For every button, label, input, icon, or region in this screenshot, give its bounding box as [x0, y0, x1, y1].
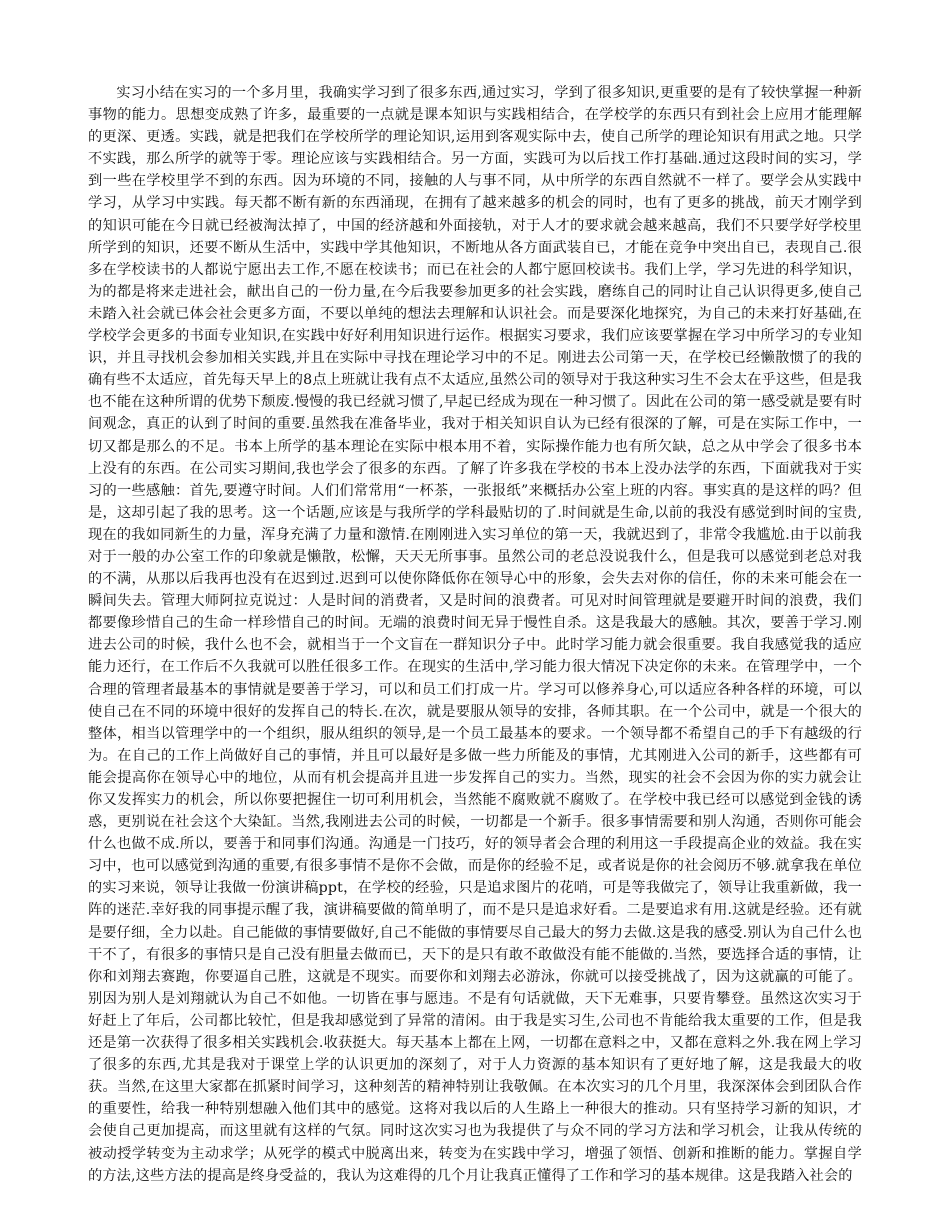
body-paragraph: 实习小结在实习的一个多月里，我确实学习到了很多东西,通过实习，学到了很多知识,更重要的是有了较快掌握一种新事物的能力。思想变成熟了许多，最重要的一点就是课本知识与实践相结合，在学校学的东西只有到社会上应用才能理解的更深、更透。实践，就是把我们在学校所学的理论知识,运用到客观实际中去，使自己所学的理论知识有用武之地。只学不实践，那么所学的就等于零。理论应该与实践相结合。另一方面，实践可为以后找工作打基础.通过这段时间的实习，学到一些在学校里学不到的东西。因为环境的不同，接触的人与事不同，从中所学的东西自然就不一样了。要学会从实践中学习，从学习中实践。每天都不断有新的东西涌现，在拥有了越来越多的机会的同时，也有了更多的挑战，前天才刚学到的知识可能在今日就已经被淘汰掉了，中国的经济越和外面接轨，对于人才的要求就会越来越高，我们不只要学好学校里所学到的知识，还要不断从生活中，实践中学其他知识，不断地从各方面武装自已，才能在竞争中突出自已，表现自己.很多在学校读书的人都说宁愿出去工作,不愿在校读书；而已在社会的人都宁愿回校读书。我们上学，学习先进的科学知识，为的都是将来走进社会，献出自己的一份力量,在今后我要参加更多的社会实践，磨练自己的同时让自己认识得更多,使自己未踏入社会就已体会社会更多方面，不要以单纯的想法去理解和认识社会。而是要深化地探究，为自己的未来打好基础,在学校学会更多的书面专业知识,在实践中好好利用知识进行运作。根据实习要求，我们应该要掌握在学习中所学习的专业知识，并且寻找机会参加相关实践,并且在实际中寻找在理论学习中的不足。刚进去公司第一天，在学校已经懒散惯了的我的确有些不太适应，首先每天早上的8点上班就让我有点不太适应,虽然公司的领导对于我这种实习生不会太在乎这些，但是我也不能在这种所谓的优势下颓废.慢慢的我已经就习惯了,早起已经成为现在一种习惯了。因此在公司的第一感受就是要有时间观念，真正的认到了时间的重要.虽然我在准备毕业，我对于相关知识自认为已经有很深的了解，可是在实际工作中，一切又都是那么的不足。书本上所学的基本理论在实际中根本用不着，实际操作能力也有所欠缺，总之从中学会了很多书本上没有的东西。在公司实习期间,我也学会了很多的东西。了解了许多我在学校的书本上没办法学的东西，下面就我对于实习的一些感触：首先,要遵守时间。人们们常常用“一杯茶，一张报纸”来概括办公室上班的内容。事实真的是这样的吗？但是，这却引起了我的思考。这一个话题,应该是与我所学的学科最贴切的了.时间就是生命,以前的我没有感觉到时间的宝贵,现在的我如同新生的力量，浑身充满了力量和激情.在刚刚进入实习单位的第一天，我就迟到了，非常令我尴尬.由于以前我对于一般的办公室工作的印象就是懒散，松懈，天天无所事事。虽然公司的老总没说我什么，但是我可以感觉到老总对我的不满，从那以后我再也没有在迟到过.迟到可以使你降低你在领导心中的形象，会失去对你的信任，你的未来可能会在一瞬间失去。管理大师阿拉克说过：人是时间的消费者，又是时间的浪费者。可见对时间管理就是要避开时间的浪费，我们都要像珍惜自己的生命一样珍惜自己的时间。无端的浪费时间无异于慢性自杀。这是我最大的感触。其次，要善于学习.刚进去公司的时候，我什么也不会，就相当于一个文盲在一群知识分子中。此时学习能力就会很重要。我自我感觉我的适应能力还行，在工作后不久我就可以胜任很多工作。在现实的生活中,学习能力很大情况下决定你的未来。在管理学中，一个合理的管理者最基本的事情就是要善于学习，可以和员工们打成一片。学习可以修养身心,可以适应各种各样的环境，可以使自己在不同的环境中很好的发挥自己的特长.在次，就是要服从领导的安排，各师其职。在一个公司中，就是一个很大的整体，相当以管理学中的一个组织，服从组织的领导,是一个员工最基本的要求。一个领导都不希望自己的手下有越级的行为。在自己的工作上尚做好自己的事情，并且可以最好是多做一些力所能及的事情，尤其刚进入公司的新手，这些都有可能会提高你在领导心中的地位，从而有机会提高并且进一步发挥自己的实力。当然，现实的社会不会因为你的实力就会让你又发挥实力的机会，所以你要把握住一切可利用机会，当然能不腐败就不腐败了。在学校中我已经可以感觉到金钱的诱惑，更别说在社会这个大染缸。当然,我刚进去公司的时候，一切都是一个新手。很多事情需要和别人沟通，否则你可能会什么也做不成.所以，要善于和同事们沟通。沟通是一门技巧，好的领导者会合理的利用这一手段提高企业的效益。我在实习中，也可以感觉到沟通的重要,有很多事情不是你不会做，而是你的经验不足，或者说是你的社会阅历不够.就拿我在单位的实习来说，领导让我做一份演讲稿ppt，在学校的经验，只是追求图片的花哨，可是等我做完了，领导让我重新做，我一阵的迷茫.幸好我的同事提示醒了我，演讲稿要做的简单明了，而不是只是追求好看。二是要追求有用.这就是经验。还有就是要仔细，全力以赴。自己能做的事情要做好,自己不能做的事情要尽自己最大的努力去做.这是我的感受.别认为自己什么也干不了，有很多的事情只是自己没有胆量去做而已，天下的是只有敢不敢做没有能不能做的.当然，要选择合适的事情，让你和刘翔去赛跑，你要逼自己胜，这就是不现实。而要你和刘翔去必游泳，你就可以接受挑战了，因为这就赢的可能了。别因为别人是刘翔就认为自己不如他。一切皆在事与愿违。不是有句话就做，天下无难事，只要肯攀登。虽然这次实习于好赶上了年后，公司都比较忙，但是我却感觉到了异常的清闲。由于我是实习生,公司也不肯能给我太重要的工作，但是我还是第一次获得了很多相关实践机会.收获挺大。每天基本上都在上网，一切都在意料之中，又都在意料之外.我在网上学习了很多的东西,尤其是我对于课堂上学的认识更加的深刻了，对于人力资源的基本知识有了更好地了解，这是我最大的收获。当然,在这里大家都在抓紧时间学习，这种刻苦的精神特别让我敬佩。在本次实习的几个月里，我深深体会到团队合作的重要性，给我一种特别想融入他们其中的感觉。这将对我以后的人生路上一种很大的推动。只有坚持学习新的知识，才会使自己更加提高，而这里就有这样的气氛。同时这次实习也为我提供了与众不同的学习方法和学习机会，让我从传统的被动授学转变为主动求学；从死学的模式中脱离出来，转变为在实践中学习，增强了领悟、创新和推断的能力。掌握自学的方法,这些方法的提高是终身受益的，我认为这难得的几个月让我真正懂得了工作和学习的基本规律。这是我踏入社会的 [88, 85, 862, 1184]
document-page [88, 82, 862, 1187]
